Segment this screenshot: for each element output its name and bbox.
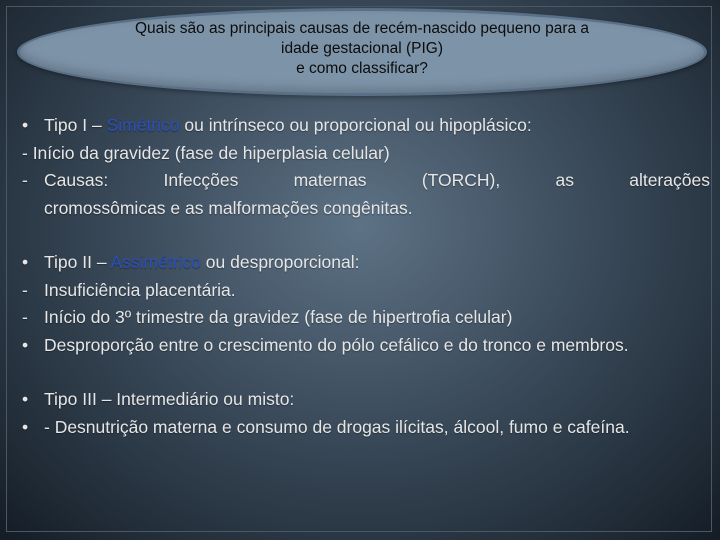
item-suffix: ou desproporcional: (200, 252, 360, 272)
bullet-marker: • (22, 334, 29, 355)
title-line: Quais são as principais causas de recém-nascido pequeno para a (134, 20, 590, 37)
bullet-marker: • (22, 416, 29, 437)
dash-marker: - (22, 307, 28, 327)
list-item-inicio (22, 140, 710, 168)
item-text-continuation: cromossômicas e as malformações congênitas. (44, 197, 413, 218)
item-text: Insuficiência placentária. (44, 279, 236, 300)
spacer (22, 359, 710, 386)
word: Infecções (163, 170, 239, 190)
item-text: - Desnutrição materna e consumo de drogas ilícitas, álcool, fumo e cafeína. (44, 416, 630, 437)
item-text: Tipo III – Intermediário ou misto: (44, 389, 295, 409)
list-item-causas (22, 167, 710, 222)
list-item-insuficiencia (22, 277, 710, 305)
list-item-desproporcao (22, 332, 710, 360)
word: (TORCH), (421, 170, 501, 190)
spacer (22, 222, 710, 249)
bullet-marker: • (22, 389, 29, 409)
item-prefix: Tipo II – (44, 252, 111, 272)
list-item-tipo-2 (22, 249, 710, 277)
dash-marker: - (22, 170, 28, 190)
title-line: idade gestacional (PIG) (281, 40, 443, 57)
list-item-trimestre (22, 304, 710, 332)
slide-content (22, 112, 710, 441)
item-text: Início do 3º trimestre da gravidez (fase de hipertrofia celular) (44, 307, 513, 327)
highlight-term: Simétrico (106, 115, 180, 135)
item-suffix: ou intrínseco ou proporcional ou hipoplásico: (179, 115, 532, 135)
word: Causas: (44, 170, 109, 190)
list-item-desnutricao (22, 414, 710, 442)
dash-marker: - (22, 279, 28, 300)
bullet-marker: • (22, 252, 29, 272)
item-text: - Início da gravidez (fase de hiperplasia celular) (22, 142, 390, 163)
bullet-marker: • (22, 115, 29, 135)
word: maternas (293, 170, 367, 190)
word: as (555, 170, 574, 190)
justified-line (44, 167, 710, 195)
item-text: Desproporção entre o crescimento do pólo cefálico e do tronco e membros. (44, 334, 629, 355)
title-banner (17, 8, 707, 96)
highlight-term: Assimétrico (110, 252, 201, 272)
word: alterações (629, 170, 710, 190)
slide-title (82, 19, 642, 79)
list-item-tipo-3 (22, 386, 710, 414)
list-item-tipo-1 (22, 112, 710, 140)
title-line: e como classificar? (296, 60, 428, 77)
item-prefix: Tipo I – (44, 115, 107, 135)
